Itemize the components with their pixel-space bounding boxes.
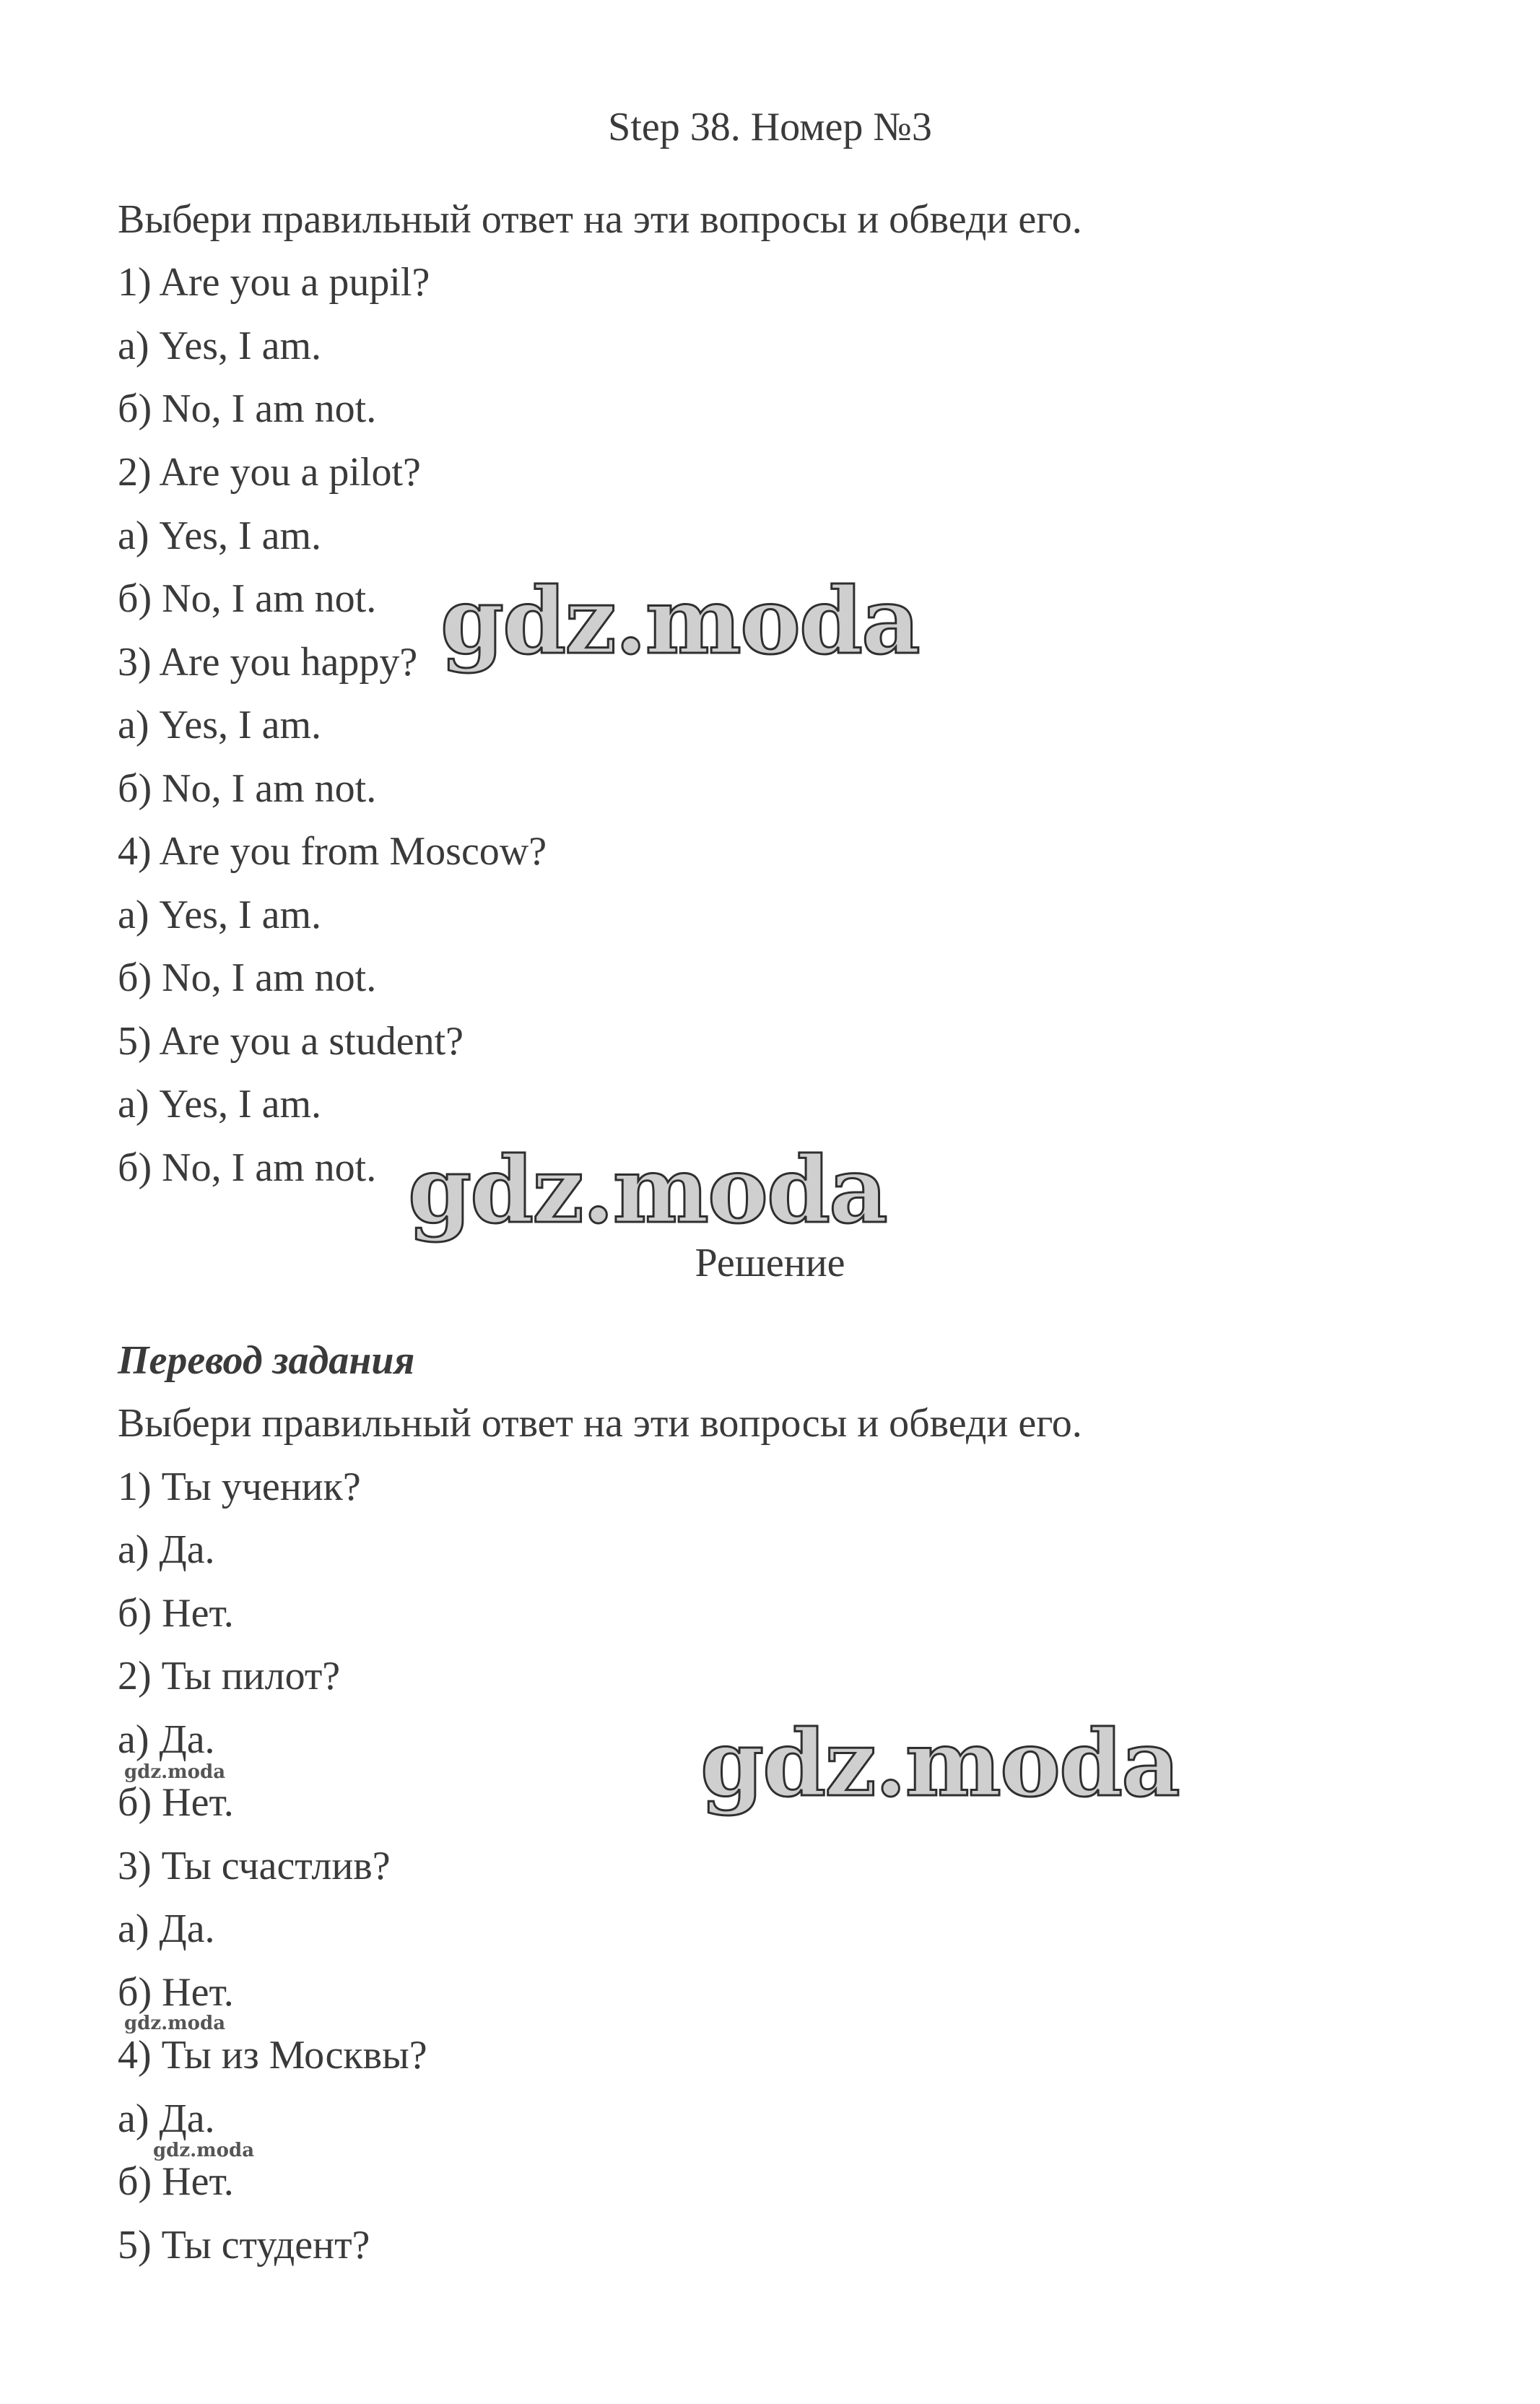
task-line: 4) Are you from Moscow? <box>118 829 547 874</box>
watermark-logo: gdz.moda <box>408 1137 887 1244</box>
task-line: б) No, I am not. <box>118 576 377 621</box>
translation-line: а) Да. <box>118 1906 215 1951</box>
page-title: Step 38. Номер №3 <box>608 105 932 149</box>
translation-line: 5) Ты студент? <box>118 2223 370 2268</box>
translation-line: б) Нет. <box>118 1970 234 2015</box>
watermark-small: gdz.moda <box>153 2140 255 2161</box>
watermark-logo: gdz.moda <box>700 1710 1179 1817</box>
task-line: 5) Are you a student? <box>118 1019 464 1064</box>
translation-line: а) Да. <box>118 1717 215 1762</box>
task-line: а) Yes, I am. <box>118 324 322 368</box>
translation-heading: Перевод задания <box>118 1338 415 1383</box>
translation-line: а) Да. <box>118 2096 215 2141</box>
translation-line: 3) Ты счастлив? <box>118 1844 391 1888</box>
task-line: 1) Are you a pupil? <box>118 260 430 305</box>
task-line: б) No, I am not. <box>118 955 377 1000</box>
task-line: б) No, I am not. <box>118 1145 377 1190</box>
task-line: а) Yes, I am. <box>118 703 322 747</box>
translation-line: 2) Ты пилот? <box>118 1654 341 1698</box>
task-line: 3) Are you happy? <box>118 640 418 685</box>
task-line: б) No, I am not. <box>118 386 377 431</box>
watermark-small: gdz.moda <box>124 1761 226 1783</box>
translation-instruction: Выбери правильный ответ на эти вопросы и обведи его. <box>118 1401 1082 1446</box>
task-line: а) Yes, I am. <box>118 893 322 937</box>
translation-line: 1) Ты ученик? <box>118 1464 361 1509</box>
translation-line: 4) Ты из Москвы? <box>118 2033 427 2078</box>
watermark-small: gdz.moda <box>124 2013 226 2034</box>
translation-line: б) Нет. <box>118 2159 234 2204</box>
task-line: б) No, I am not. <box>118 766 377 811</box>
solution-label: Решение <box>695 1241 845 1285</box>
translation-line: б) Нет. <box>118 1780 234 1825</box>
task-line: 2) Are you a pilot? <box>118 450 421 495</box>
task-line: а) Yes, I am. <box>118 513 322 558</box>
task-instruction: Выбери правильный ответ на эти вопросы и обведи его. <box>118 197 1082 242</box>
translation-line: б) Нет. <box>118 1591 234 1636</box>
translation-line: а) Да. <box>118 1527 215 1572</box>
task-line: а) Yes, I am. <box>118 1082 322 1127</box>
watermark-logo: gdz.moda <box>440 568 919 674</box>
